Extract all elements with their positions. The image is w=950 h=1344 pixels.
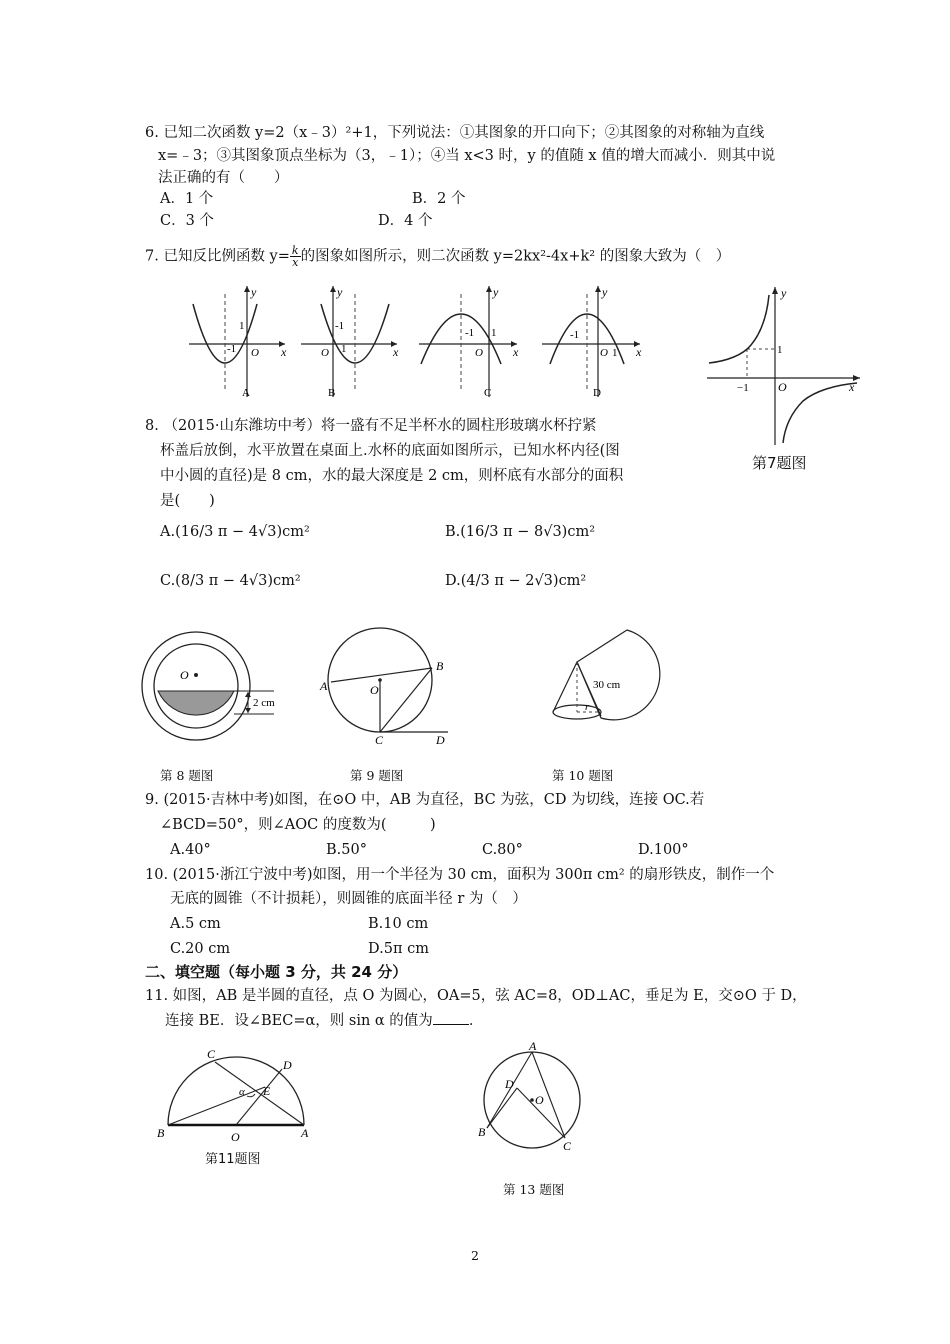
svg-text:-1: -1 [335,320,345,332]
q8-line4: 是( ) [160,493,215,509]
svg-text:x: x [513,345,519,359]
svg-text:O: O [370,683,379,697]
figure-8 [140,628,290,748]
q6-line3: 法正确的有（ ） [158,170,289,186]
q7-fraction-num: k [291,244,299,257]
q6-option-a: A．1 个 [160,191,214,207]
svg-text:y: y [493,285,499,299]
svg-text:B: B [436,659,444,673]
svg-text:α: α [239,1086,245,1098]
q8-option-c: C.(8/3 π − 4√3)cm² [160,573,301,589]
q7-text-post: 的图象如图所示，则二次函数 y=2kx²-4x+k² 的图象大致为（ ） [300,248,731,265]
svg-text:A: A [320,679,328,693]
svg-text:D: D [505,1077,514,1091]
svg-text:y: y [251,285,257,299]
page-number: 2 [471,1248,479,1263]
figure-8-caption: 第 8 题图 [160,768,214,783]
figure-9-caption: 第 9 题图 [350,768,404,783]
svg-text:r: r [585,701,590,713]
svg-text:1: 1 [341,343,347,355]
svg-text:1: 1 [239,320,245,332]
q6-option-c: C．3 个 [160,213,214,229]
svg-text:-1: -1 [465,327,475,339]
svg-text:D: D [436,733,445,747]
q8-option-b: B.(16/3 π − 8√3)cm² [445,524,596,540]
q10-option-a: A.5 cm [170,916,221,932]
q8-option-d: D.(4/3 π − 2√3)cm² [445,573,587,589]
q11-line2-end: ． [468,1013,484,1029]
figure-9 [318,620,458,750]
svg-text:A: A [301,1126,309,1140]
q9-option-b: B.50° [326,842,367,858]
svg-text:O: O [535,1093,544,1107]
q7-graph-c [417,282,527,402]
svg-text:x: x [636,345,642,359]
svg-text:C: C [207,1047,216,1061]
svg-text:O: O [251,347,259,359]
q7-reference-figure [705,285,865,475]
svg-text:O: O [180,668,189,682]
q10-option-b: B.10 cm [368,916,429,932]
svg-text:y: y [602,285,608,299]
q9-option-d: D.100° [638,842,689,858]
q11-line1: 11. 如图，AB 是半圆的直径，点 O 为圆心，OA=5，弦 AC=8，OD⊥AC，垂足为 E，交⊙O 于 D， [145,988,807,1004]
q8-line1: 8. （2015·山东潍坊中考）将一盛有不足半杯水的圆柱形玻璃水杯拧紧 [145,418,597,434]
q7-graph-a-label: A [242,387,250,399]
svg-text:D: D [283,1058,292,1072]
svg-text:O: O [600,347,608,359]
q7-text-pre: 7. 已知反比例函数 y= [145,248,290,265]
figure-10 [545,622,655,737]
svg-text:A: A [529,1039,537,1053]
q11-line2-text: 连接 BE．设∠BEC=α，则 sin α 的值为 [165,1013,433,1029]
svg-text:O: O [321,347,329,359]
q8-option-a: A.(16/3 π − 4√3)cm² [160,524,310,540]
svg-text:1: 1 [777,344,783,356]
figure-13-caption: 第 13 题图 [503,1182,565,1197]
svg-text:B: B [478,1125,486,1139]
svg-text:1: 1 [491,327,497,339]
svg-text:O: O [778,380,787,394]
figure-10-caption: 第 10 题图 [552,768,614,783]
q7-graph-a [185,282,295,402]
svg-text:y: y [781,286,787,300]
svg-text:-1: -1 [227,343,237,355]
svg-text:B: B [157,1126,165,1140]
q7-fraction [290,245,301,268]
q6-line2: x=﹣3；③其图象顶点坐标为（3，﹣1）；④当 x<3 时，y 的值随 x 值的增大而减小．则其中说 [158,148,776,164]
q8-line3: 中小圆的直径)是 8 cm，水的最大深度是 2 cm，则杯底有水部分的面积 [160,468,624,484]
q8-line2: 杯盖后放倒，水平放置在桌面上.水杯的底面如图所示，已知水杯内径(图 [160,443,620,459]
q7-line1 [145,245,730,268]
svg-text:−1: −1 [737,382,749,394]
q9-line1: 9. (2015·吉林中考)如图，在⊙O 中，AB 为直径，BC 为弦，CD 为切线，连接 OC.若 [145,792,705,808]
svg-text:x: x [849,380,855,394]
q7-graph-b-label: B [328,387,336,399]
q7-graph-d-label: D [593,387,601,399]
svg-text:1: 1 [612,347,618,359]
svg-text:x: x [281,345,287,359]
svg-text:y: y [337,285,343,299]
q7-fraction-den: x [292,256,299,269]
q7-graph-c-label: C [484,387,492,399]
q9-line2: ∠BCD=50°，则∠AOC 的度数为( ) [160,817,436,833]
svg-text:x: x [393,345,399,359]
q7-graph-d [540,282,650,402]
q6-option-d: D．4 个 [378,213,433,229]
svg-text:-1: -1 [570,329,580,341]
q10-line1: 10. (2015·浙江宁波中考)如图，用一个半径为 30 cm，面积为 300π cm² 的扇形铁皮，制作一个 [145,867,775,883]
figure-11 [155,1045,325,1150]
svg-text:C: C [375,733,384,747]
q10-option-c: C.20 cm [170,941,231,957]
figure-8-depth-label: 2 cm [253,697,275,709]
q7-figure-caption: 第7题图 [752,454,807,472]
svg-text:C: C [563,1139,572,1153]
q11-line2 [165,1010,483,1031]
section-2-heading: 二、填空题（每小题 3 分，共 24 分） [145,963,408,981]
q9-option-a: A.40° [170,842,211,858]
q10-line2: 无底的圆锥（不计损耗），则圆锥的底面半径 r 为（ ） [170,891,527,907]
q6-line1: 6. 已知二次函数 y=2（x﹣3）²+1，下列说法：①其图象的开口向下；②其图象的对称轴为直线 [145,125,765,141]
q10-option-d: D.5π cm [368,941,429,957]
q9-option-c: C.80° [482,842,523,858]
svg-text:E: E [263,1084,271,1098]
figure-11-caption: 第11题图 [205,1152,261,1167]
svg-text:O: O [475,347,483,359]
q11-answer-blank [433,1010,469,1025]
svg-text:O: O [231,1130,240,1144]
q7-graph-b [297,282,407,402]
figure-13 [475,1040,595,1160]
figure-10-radius-label: 30 cm [593,679,621,691]
q6-option-b: B．2 个 [412,191,466,207]
